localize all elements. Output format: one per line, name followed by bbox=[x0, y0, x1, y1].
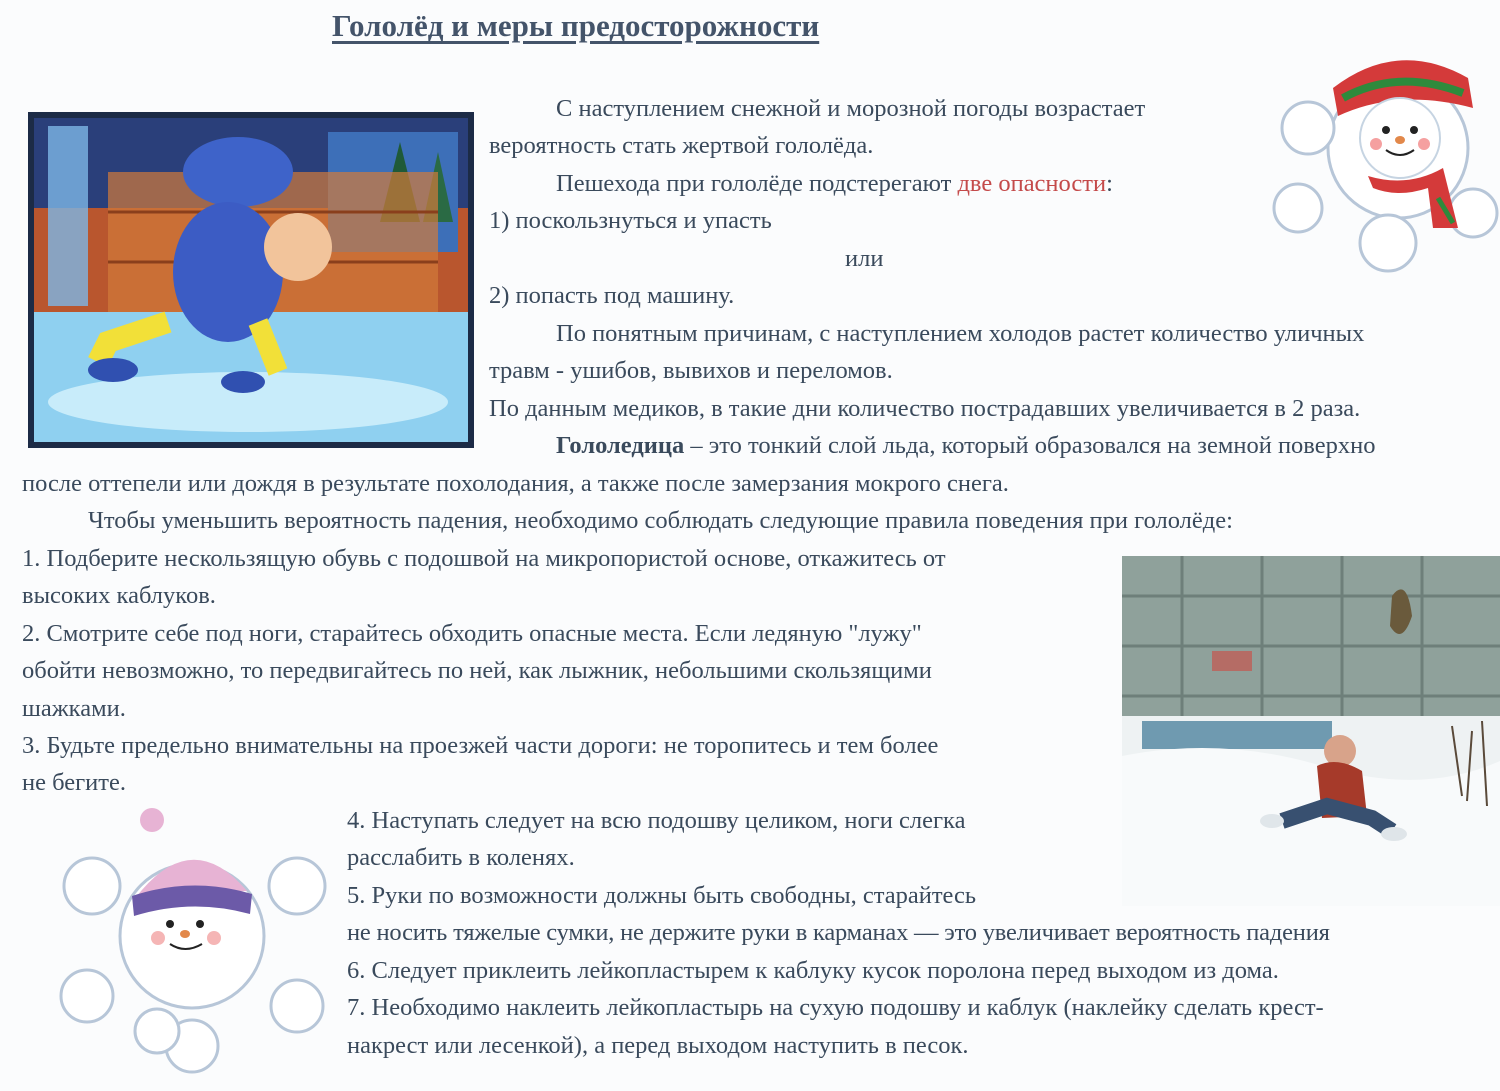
danger-item-1: 1) поскользнуться и упасть bbox=[489, 207, 772, 234]
definition-text: – это тонкий слой льда, который образовался на земной поверхно bbox=[684, 432, 1376, 459]
snowman-purple-hat-snowflake bbox=[52, 806, 332, 1076]
rule-2-line: 2. Смотрите себе под ноги, старайтесь обходить опасные места. Если ледяную "лужу" bbox=[22, 620, 922, 647]
cartoon-slipping-boy-illustration bbox=[28, 112, 474, 448]
rule-3-line: не бегите. bbox=[22, 769, 126, 796]
intro-paragraph-line: С наступлением снежной и морозной погоды возрастает bbox=[556, 95, 1146, 122]
rule-2-line: шажками. bbox=[22, 695, 126, 722]
rule-1-line: 1. Подберите нескользящую обувь с подошвой на микропористой основе, откажитесь от bbox=[22, 545, 946, 572]
dangers-colon: : bbox=[1106, 170, 1113, 197]
injuries-paragraph-line: травм - ушибов, вывихов и переломов. bbox=[489, 357, 893, 384]
rule-2-line: обойти невозможно, то передвигайтесь по ней, как лыжник, небольшими скользящими bbox=[22, 657, 932, 684]
snowman-red-scarf-snowflake bbox=[1268, 38, 1500, 278]
rule-7-line: 7. Необходимо наклеить лейкопластырь на сухую подошву и каблук (наклейку сделать крест- bbox=[347, 994, 1324, 1021]
definition-line: после оттепели или дождя в результате похолодания, а также после замерзания мокрого снега. bbox=[22, 470, 1009, 497]
rules-intro: Чтобы уменьшить вероятность падения, необходимо соблюдать следующие правила поведения при гололёде: bbox=[88, 507, 1233, 534]
child-fallen-in-snow-photo bbox=[1122, 556, 1500, 906]
page-title: Гололёд и меры предосторожности bbox=[332, 8, 820, 43]
definition-term: Гололедица bbox=[556, 432, 685, 459]
rule-5-line: 5. Руки по возможности должны быть свободны, старайтесь bbox=[347, 882, 977, 909]
dangers-intro-text: Пешехода при гололёде подстерегают bbox=[556, 170, 958, 197]
rule-7-line: накрест или лесенкой), а перед выходом наступить в песок. bbox=[347, 1032, 969, 1059]
rule-4-line: 4. Наступать следует на всю подошву целиком, ноги слегка bbox=[347, 807, 966, 834]
rule-6-line: 6. Следует приклеить лейкопластырем к каблуку кусок поролона перед выходом из дома. bbox=[347, 957, 1279, 984]
dangers-intro-line bbox=[556, 169, 1113, 199]
danger-item-2: 2) попасть под машину. bbox=[489, 282, 735, 309]
dangers-highlight: две опасности bbox=[957, 170, 1107, 197]
rule-5-line: не носить тяжелые сумки, не держите руки в карманах — это увеличивает вероятность падения bbox=[347, 919, 1330, 946]
injuries-paragraph-line: По понятным причинам, с наступлением холодов растет количество уличных bbox=[556, 320, 1365, 347]
intro-paragraph-line: вероятность стать жертвой гололёда. bbox=[489, 132, 874, 159]
definition-line bbox=[556, 431, 1375, 461]
rule-4-line: расслабить в коленях. bbox=[347, 844, 575, 871]
rule-3-line: 3. Будьте предельно внимательны на проезжей части дороги: не торопитесь и тем более bbox=[22, 732, 939, 759]
danger-or: или bbox=[845, 245, 884, 272]
medics-paragraph: По данным медиков, в такие дни количество пострадавших увеличивается в 2 раза. bbox=[489, 395, 1361, 422]
rule-1-line: высоких каблуков. bbox=[22, 582, 216, 609]
